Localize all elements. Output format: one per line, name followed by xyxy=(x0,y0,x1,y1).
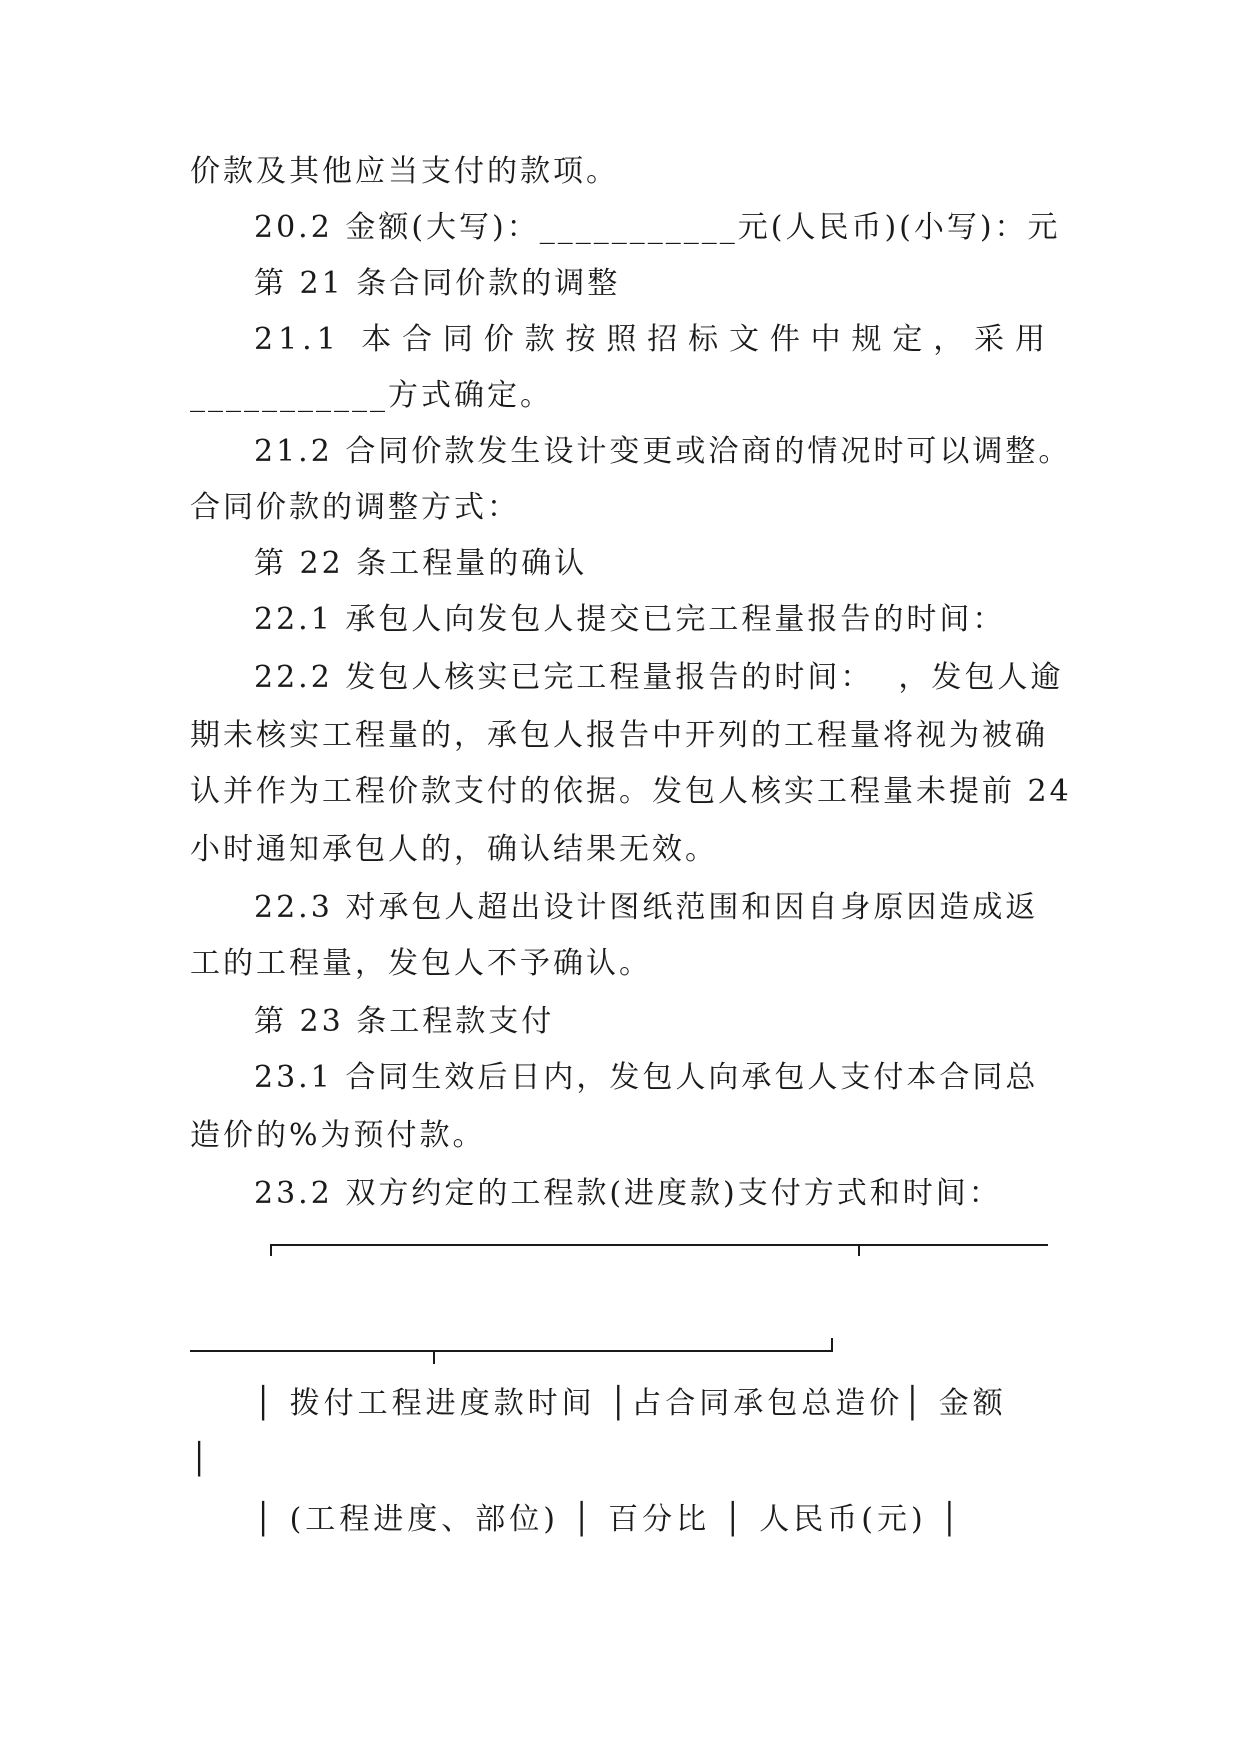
paragraph-line: 20.2 金额(大写)：___________元(人民币)(小写)：元 xyxy=(254,210,1061,245)
section-heading: 第 22 条工程量的确认 xyxy=(254,546,588,581)
paragraph-line: 期未核实工程量的，承包人报告中开列的工程量将视为被确 xyxy=(190,718,1048,753)
table-border-fragment: │ xyxy=(190,1442,212,1477)
paragraph-line: 22.3 对承包人超出设计图纸范围和因自身原因造成返 xyxy=(254,890,1039,925)
paragraph-line: 价款及其他应当支付的款项。 xyxy=(190,154,619,189)
paragraph-line: 21.1 本合同价款按照招标文件中规定，采用 xyxy=(254,322,1050,357)
paragraph-line: 工的工程量，发包人不予确认。 xyxy=(190,946,652,981)
paragraph-line: 21.2 合同价款发生设计变更或洽商的情况时可以调整。 xyxy=(254,434,1072,469)
paragraph-line: 22.2 发包人核实已完工程量报告的时间： ，发包人逾 xyxy=(254,660,1064,695)
paragraph-line: 小时通知承包人的，确认结果无效。 xyxy=(190,832,718,867)
section-heading: 第 21 条合同价款的调整 xyxy=(254,266,621,301)
paragraph-line: 23.2 双方约定的工程款(进度款)支付方式和时间： xyxy=(254,1176,1002,1211)
paragraph-line: 22.1 承包人向发包人提交已完工程量报告的时间： xyxy=(254,602,1006,637)
table-header-row: │ (工程进度、部位) │ 百分比 │ 人民币(元) │ xyxy=(254,1502,963,1537)
paragraph-line: 造价的%为预付款。 xyxy=(190,1118,486,1153)
paragraph-line: 合同价款的调整方式： xyxy=(190,490,520,525)
section-heading: 第 23 条工程款支付 xyxy=(254,1004,555,1039)
paragraph-line: ___________方式确定。 xyxy=(190,378,553,413)
paragraph-line: 认并作为工程价款支付的依据。发包人核实工程量未提前 24 xyxy=(190,774,1072,809)
table-header-row: │ 拨付工程进度款时间 │占合同承包总造价│ 金额 xyxy=(254,1386,1007,1421)
paragraph-line: 23.1 合同生效后日内，发包人向承包人支付本合同总 xyxy=(254,1060,1039,1095)
